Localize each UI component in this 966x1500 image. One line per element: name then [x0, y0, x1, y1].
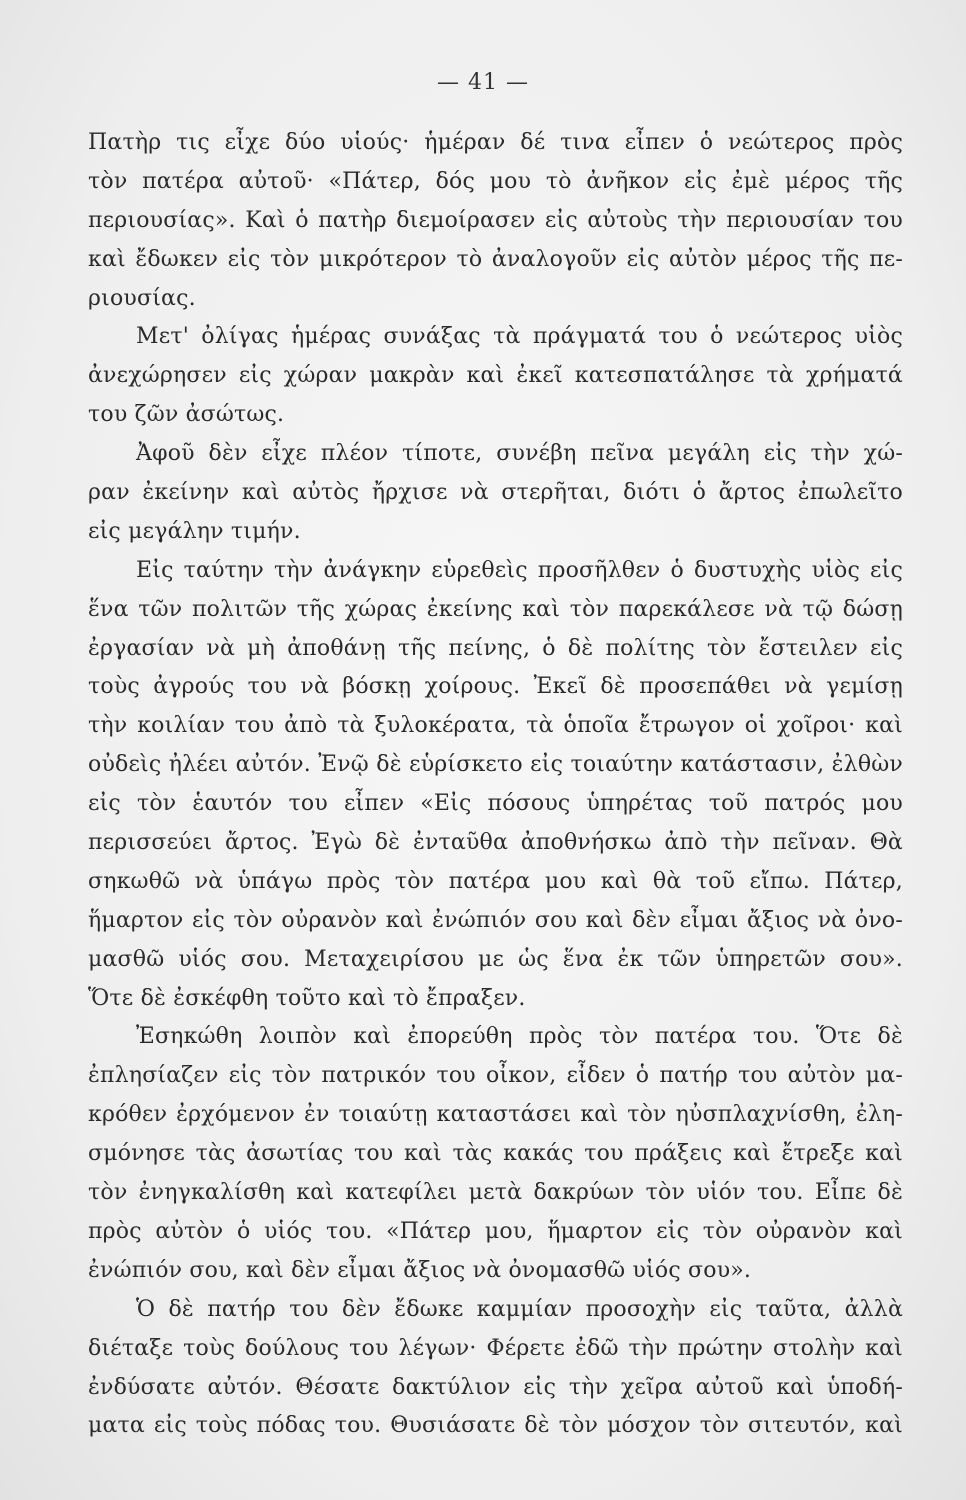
text-line: τοὺς ἀγρούς του νὰ βόσκῃ χοίρους. Ἐκεῖ δὲ προσεπάθει νὰ γεμίσῃ [88, 674, 903, 700]
text-line: εἰς τὸν ἑαυτόν του εἶπεν «Εἰς πόσους ὑπηρέτας τοῦ πατρός μου [88, 791, 903, 817]
text-line: οὐδεὶς ἠλέει αὐτόν. Ἐνῷ δὲ εὑρίσκετο εἰς τοιαύτην κατάστασιν, ἐλθὼν [88, 752, 903, 778]
text-line: Ὁ δὲ πατήρ του δὲν ἔδωκε καμμίαν προσοχὴν εἰς ταῦτα, ἀλλὰ [136, 1296, 903, 1322]
text-line: μασθῶ υἱός σου. Μεταχειρίσου με ὡς ἕνα ἐκ τῶν ὑπηρετῶν σου». [88, 946, 903, 972]
text-line: σηκωθῶ νὰ ὑπάγω πρὸς τὸν πατέρα μου καὶ θὰ τοῦ εἴπω. Πάτερ, [88, 868, 903, 894]
text-line: διέταξε τοὺς δούλους του λέγων· Φέρετε ἐδῶ τὴν πρώτην στολὴν καὶ [88, 1335, 903, 1361]
text-line: τὸν πατέρα αὐτοῦ· «Πάτερ, δός μου τὸ ἀνῆκον εἰς ἐμὲ μέρος τῆς [88, 168, 903, 194]
text-line: ἥμαρτον εἰς τὸν οὐρανὸν καὶ ἐνώπιόν σου καὶ δὲν εἶμαι ἄξιος νὰ ὀνο- [88, 907, 903, 933]
text-line: ματα εἰς τοὺς πόδας του. Θυσιάσατε δὲ τὸν μόσχον τὸν σιτευτόν, καὶ [88, 1413, 903, 1439]
text-line: ἐπλησίαζεν εἰς τὸν πατρικόν του οἶκον, εἶδεν ὁ πατήρ του αὐτὸν μα- [88, 1063, 903, 1089]
text-line: ἀνεχώρησεν εἰς χώραν μακρὰν καὶ ἐκεῖ κατεσπατάλησε τὰ χρήματά [88, 363, 903, 389]
text-line: περισσεύει ἄρτος. Ἐγὼ δὲ ἐνταῦθα ἀποθνήσκω ἀπὸ τὴν πεῖναν. Θὰ [88, 830, 903, 856]
text-line: ἐργασίαν νὰ μὴ ἀποθάνῃ τῆς πείνης, ὁ δὲ πολίτης τὸν ἔστειλεν εἰς [88, 635, 903, 661]
text-line: καὶ ἔδωκεν εἰς τὸν μικρότερον τὸ ἀναλογοῦν εἰς αὐτὸν μέρος τῆς πε- [88, 246, 903, 272]
text-line: τὴν κοιλίαν του ἀπὸ τὰ ξυλοκέρατα, τὰ ὁποῖα ἔτρωγον οἱ χοῖροι· καὶ [88, 713, 903, 739]
body-text [88, 124, 903, 1446]
text-line: πρὸς αὐτὸν ὁ υἱός του. «Πάτερ μου, ἥμαρτον εἰς τὸν οὐρανὸν καὶ [88, 1218, 903, 1244]
text-line: κρόθεν ἐρχόμενον ἐν τοιαύτῃ καταστάσει καὶ τὸν ηὐσπλαχνίσθη, ἐλη- [88, 1102, 903, 1128]
text-line: περιουσίας». Καὶ ὁ πατὴρ διεμοίρασεν εἰς αὐτοὺς τὴν περιουσίαν του [88, 207, 903, 233]
text-line: ριουσίας. [88, 285, 196, 311]
text-line: του ζῶν ἀσώτως. [88, 402, 285, 428]
text-line: Εἰς ταύτην τὴν ἀνάγκην εὑρεθεὶς προσῆλθεν ὁ δυστυχὴς υἱὸς εἰς [136, 557, 903, 583]
text-line: ραν ἐκείνην καὶ αὐτὸς ἤρχισε νὰ στερῆται, διότι ὁ ἄρτος ἐπωλεῖτο [88, 480, 903, 506]
text-line: τὸν ἐνηγκαλίσθη καὶ κατεφίλει μετὰ δακρύων τὸν υἱόν του. Εἶπε δὲ [88, 1180, 903, 1206]
text-line: Μετ' ὀλίγας ἡμέρας συνάξας τὰ πράγματά του ὁ νεώτερος υἱὸς [136, 324, 903, 350]
text-line: ἐνώπιόν σου, καὶ δὲν εἶμαι ἄξιος νὰ ὀνομασθῶ υἱός σου». [88, 1257, 752, 1283]
text-line: εἰς μεγάλην τιμήν. [88, 518, 301, 544]
text-line: Ἐσηκώθη λοιπὸν καὶ ἐπορεύθη πρὸς τὸν πατέρα του. Ὅτε δὲ [136, 1024, 903, 1050]
text-line: ἕνα τῶν πολιτῶν τῆς χώρας ἐκείνης καὶ τὸν παρεκάλεσε νὰ τῷ δώσῃ [88, 596, 903, 622]
page-number: — 41 — [437, 70, 529, 95]
text-line: ἐνδύσατε αὐτόν. Θέσατε δακτύλιον εἰς τὴν χεῖρα αὐτοῦ καὶ ὑποδή- [88, 1374, 903, 1400]
text-line: σμόνησε τὰς ἀσωτίας του καὶ τὰς κακάς του πράξεις καὶ ἔτρεξε καὶ [88, 1141, 903, 1167]
text-line: Ἀφοῦ δὲν εἶχε πλέον τίποτε, συνέβη πεῖνα μεγάλη εἰς τὴν χώ- [136, 441, 903, 467]
text-line: Ὅτε δὲ ἐσκέφθη τοῦτο καὶ τὸ ἔπραξεν. [88, 985, 526, 1011]
text-line: Πατὴρ τις εἶχε δύο υἱούς· ἡμέραν δέ τινα εἶπεν ὁ νεώτερος πρὸς [88, 130, 903, 155]
